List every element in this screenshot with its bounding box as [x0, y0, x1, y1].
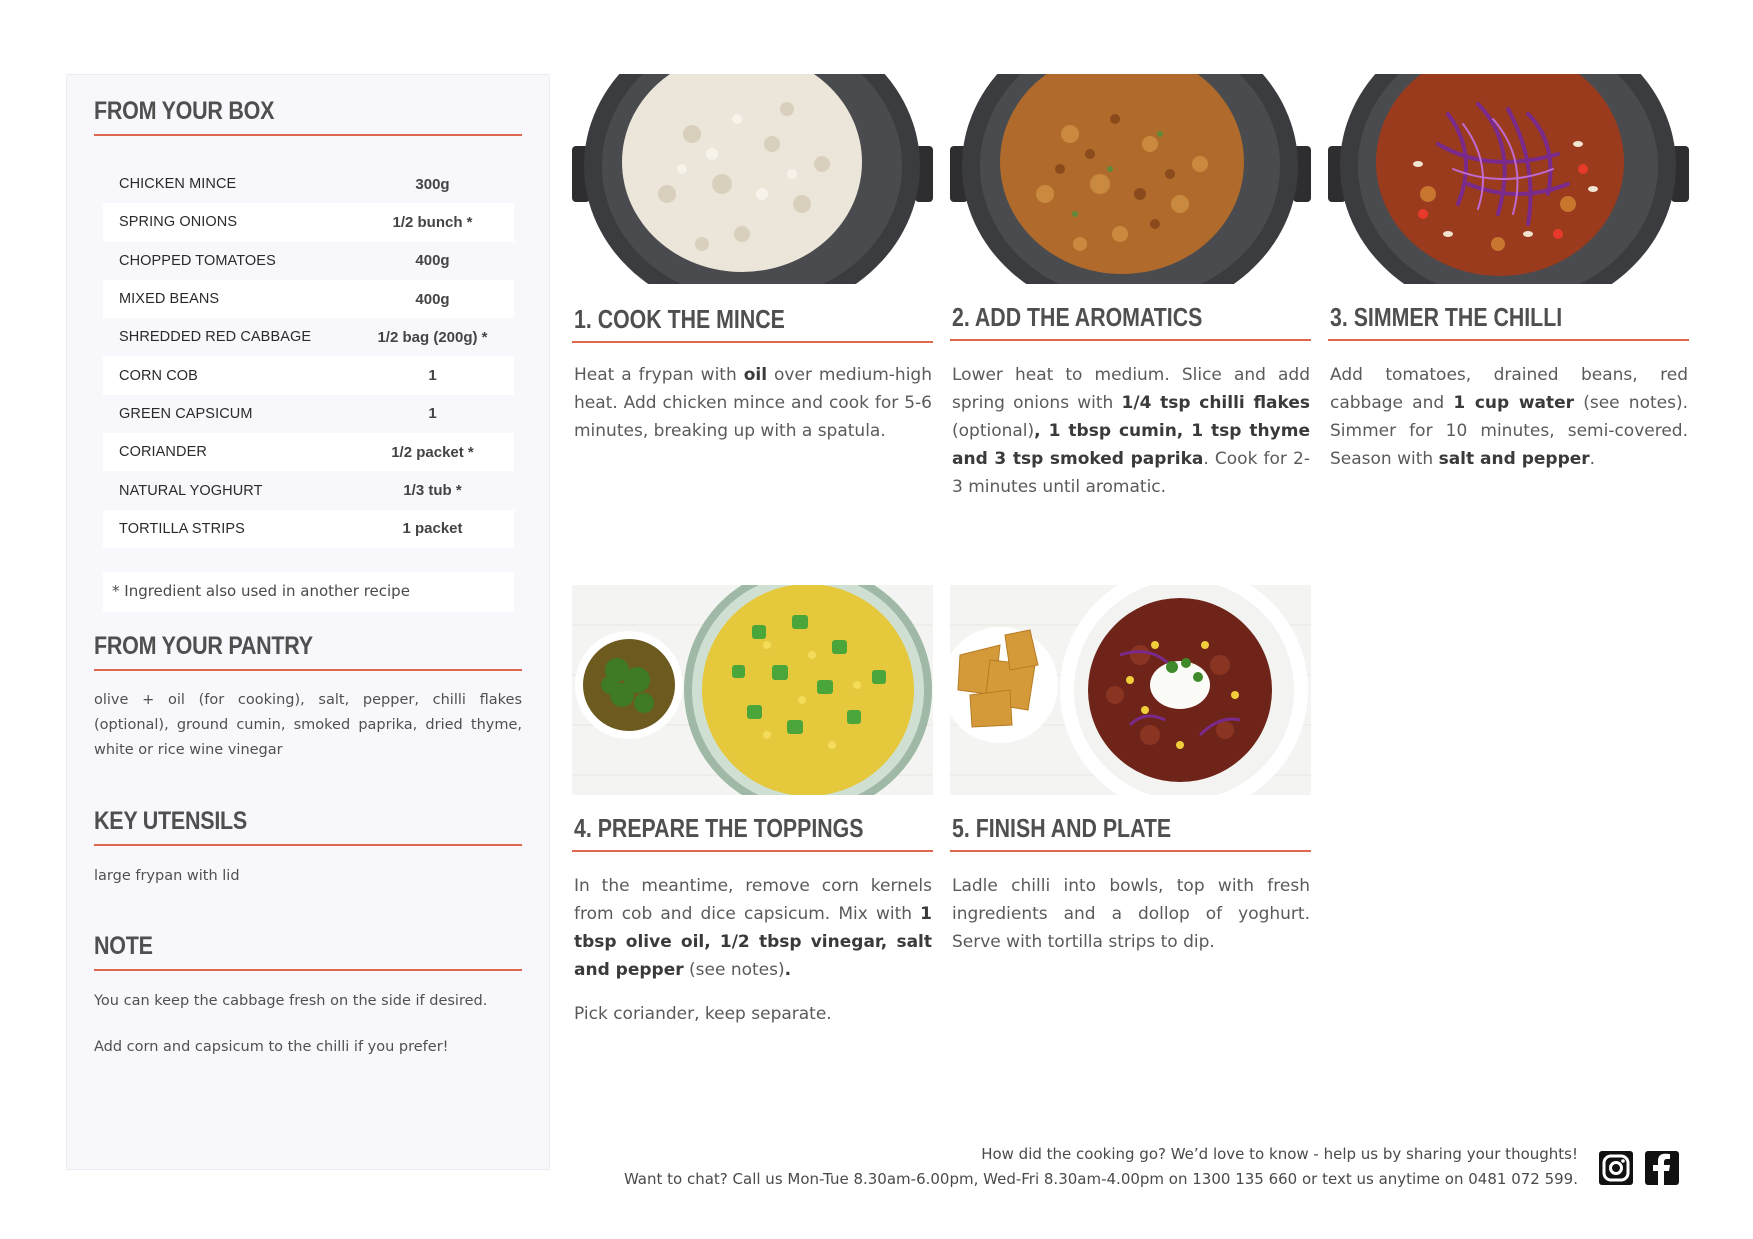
ingredient-name: CHOPPED TOMATOES [119, 252, 276, 269]
ingredient-qty: 300g [415, 175, 450, 193]
divider [572, 850, 933, 852]
divider [950, 850, 1311, 852]
step-1-photo [572, 74, 933, 284]
ingredient-row [103, 395, 514, 433]
utensils-text: large frypan with lid [94, 868, 240, 884]
ingredient-row [103, 280, 514, 318]
divider [94, 669, 522, 671]
ingredient-row [103, 318, 514, 356]
note-heading: NOTE [94, 932, 153, 960]
ingredient-row [103, 471, 514, 509]
step-4-title: 4. PREPARE THE TOPPINGS [574, 813, 864, 843]
ingredient-qty: 1/3 tub * [403, 482, 462, 500]
ingredient-name: NATURAL YOGHURT [119, 482, 263, 499]
ingredients-sidebar [66, 74, 550, 1170]
divider [94, 844, 522, 846]
divider [950, 339, 1311, 341]
ingredient-name: GREEN CAPSICUM [119, 405, 253, 422]
facebook-icon[interactable] [1644, 1150, 1680, 1186]
ingredient-qty: 1 [428, 405, 437, 423]
ingredient-footnote: * Ingredient also used in another recipe [103, 572, 514, 612]
divider [1328, 339, 1689, 341]
divider [94, 969, 522, 971]
step-5-title: 5. FINISH AND PLATE [952, 813, 1172, 843]
from-your-pantry-heading: FROM YOUR PANTRY [94, 632, 313, 660]
from-your-box-heading: FROM YOUR BOX [94, 97, 275, 125]
divider [572, 341, 933, 343]
pantry-text: olive + oil (for cooking), salt, pepper, chilli flakes (optional), ground cumin, smoked paprika, dried thyme, white or rice wine vinegar [94, 692, 522, 758]
ingredient-name: MIXED BEANS [119, 291, 220, 308]
step-3-photo [1328, 74, 1689, 284]
step-1-title: 1. COOK THE MINCE [574, 304, 785, 334]
step-4-text: In the meantime, remove corn kernels from cob and dice capsicum. Mix with 1 tbsp olive oil, 1/2 tbsp vinegar, salt and pepper (see notes). [574, 876, 932, 980]
ingredient-name: CHICKEN MINCE [119, 176, 237, 193]
key-utensils-heading: KEY UTENSILS [94, 807, 248, 835]
ingredient-qty: 1 [428, 367, 437, 385]
step-5-text: Ladle chilli into bowls, top with fresh ingredients and a dollop of yoghurt. Serve with tortilla strips to dip. [952, 876, 1310, 952]
footer-contact [624, 1142, 1578, 1192]
step-2-title: 2. ADD THE AROMATICS [952, 302, 1203, 332]
ingredient-row [103, 510, 514, 548]
step-2-text: Lower heat to medium. Slice and add spring onions with 1/4 tsp chilli flakes (optional), 1 tbsp cumin, 1 tsp thyme and 3 tsp smoked paprika. Cook for 2-3 minutes until aromatic. [952, 365, 1311, 497]
divider [94, 134, 522, 136]
step-4-text-2: Pick coriander, keep separate. [574, 1004, 832, 1024]
instagram-icon[interactable] [1598, 1150, 1634, 1186]
step-5-photo [950, 585, 1311, 795]
step-3-title: 3. SIMMER THE CHILLI [1330, 302, 1563, 332]
ingredient-name: CORN COB [119, 367, 198, 384]
contact-line: Want to chat? Call us Mon-Tue 8.30am-6.00pm, Wed-Fri 8.30am-4.00pm on 1300 135 660 or text us anytime on 0481 072 599. [623, 1170, 1578, 1188]
note-text-1: You can keep the cabbage fresh on the side if desired. [94, 993, 488, 1009]
step-3-text: Add tomatoes, drained beans, red cabbage and 1 cup water (see notes). Simmer for 10 minutes, semi-covered. Season with salt and pepper. [1330, 365, 1688, 469]
ingredient-row [103, 242, 514, 280]
ingredient-qty: 400g [415, 290, 450, 308]
ingredient-row [103, 203, 514, 241]
ingredient-table [103, 165, 514, 548]
ingredient-qty: 1/2 bag (200g) * [377, 328, 488, 346]
ingredient-qty: 1/2 packet * [391, 443, 474, 461]
ingredient-qty: 400g [415, 252, 450, 270]
feedback-line: How did the cooking go? We’d love to know - help us by sharing your thoughts! [981, 1145, 1578, 1163]
ingredient-name: CORIANDER [119, 444, 207, 461]
ingredient-row [103, 356, 514, 394]
ingredient-name: TORTILLA STRIPS [119, 520, 245, 537]
note-text-2: Add corn and capsicum to the chilli if you prefer! [94, 1039, 449, 1055]
step-4-photo [572, 585, 933, 795]
ingredient-row [103, 165, 514, 203]
ingredient-name: SPRING ONIONS [119, 214, 238, 231]
step-1-text: Heat a frypan with oil over medium-high heat. Add chicken mince and cook for 5-6 minutes, breaking up with a spatula. [574, 365, 932, 441]
ingredient-qty: 1/2 bunch * [392, 213, 473, 231]
step-2-photo [950, 74, 1311, 284]
ingredient-qty: 1 packet [402, 520, 463, 538]
ingredient-name: SHREDDED RED CABBAGE [119, 329, 312, 346]
ingredient-row [103, 433, 514, 471]
